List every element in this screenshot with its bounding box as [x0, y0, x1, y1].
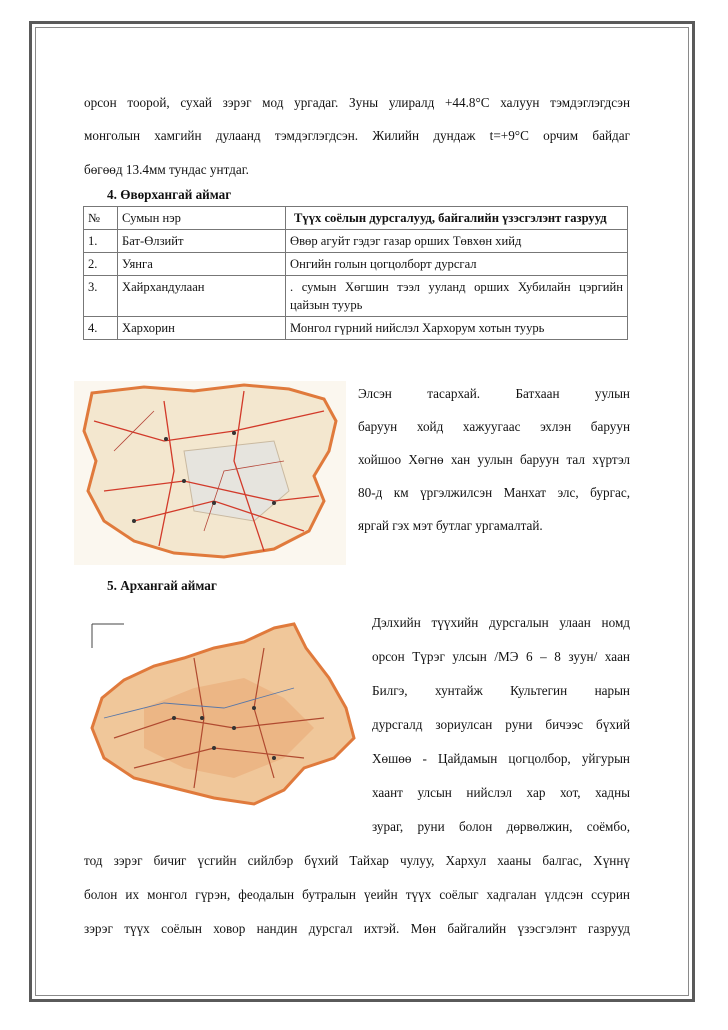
table-cell-number: 3.: [84, 276, 118, 317]
section4-text-line-2: баруун хойд хажуугаас эхлэн баруун: [358, 419, 630, 434]
section5-text-line-3: Билгэ, хунтайж Культегин нарын: [372, 683, 630, 698]
section4-text-line-5: яргай гэх мэт бутлаг ургамалтай.: [358, 518, 543, 533]
section5-text-line-5: Хөшөө - Цайдамын цогцолбор, уйгурын: [372, 751, 630, 766]
arkhangai-map-image: [84, 618, 360, 810]
table-header-number: №: [84, 207, 118, 230]
table-cell-number: 1.: [84, 230, 118, 253]
section5-text-line-6: хаант улсын нийслэл хар хот, хадны: [372, 785, 630, 800]
closing-line-3: зэрэг түүх соёлын ховор нандин дурсгал ихтэй. Мөн байгалийн үзэсгэлэнт газрууд: [84, 921, 630, 936]
intro-line-3: бөгөөд 13.4мм тундас унтдаг.: [84, 162, 249, 177]
table-cell-soum: Хархорин: [118, 317, 286, 340]
table-cell-site: Өвөр агуйт гэдэг газар орших Төвхөн хийд: [286, 230, 628, 253]
table-cell-soum: Уянга: [118, 253, 286, 276]
table-cell-soum: Бат-Өлзийт: [118, 230, 286, 253]
section4-text-line-4: 80-д км үргэлжилсэн Манхат элс, бургас,: [358, 485, 630, 500]
table-row: [84, 230, 628, 253]
table-header-row: [84, 207, 628, 230]
section4-text-line-3: хойшоо Хөгнө хан уулын баруун тал хүртэл: [358, 452, 630, 467]
intro-line-1: орсон тоорой, сухай зэрэг мод ургадаг. Зуны улиралд +44.8°С халуун тэмдэглэгдсэн: [84, 95, 630, 110]
section5-text-line-2: орсон Түрэг улсын /МЭ 6 – 8 зуун/ хаан: [372, 649, 630, 664]
table-cell-soum: Хайрхандулаан: [118, 276, 286, 317]
table-row: [84, 253, 628, 276]
section4-text-line-1: Элсэн тасархай. Батхаан уулын: [358, 386, 630, 401]
section5-text-line-1: Дэлхийн түүхийн дурсгалын улаан номд: [372, 615, 630, 630]
closing-line-2: болон их монгол гүрэн, феодалын бутралын үеийн түүх соёлыг хадгалан үлдсэн ссурин: [84, 887, 630, 902]
section5-text-line-4: дурсгалд зориулсан руни бичээс бүхий: [372, 717, 630, 732]
table-cell-site: . сумын Хөгшин тээл ууланд орших Хубилайн цэргийн цайзын туурь: [286, 276, 628, 317]
table-header-soum: Сумын нэр: [118, 207, 286, 230]
ovorkhangai-map-image: [74, 381, 346, 565]
table-cell-site: Монгол гүрний нийслэл Хархорум хотын туурь: [286, 317, 628, 340]
section-heading-ovorkhangai: 4. Өвөрхангай аймаг: [107, 187, 232, 202]
table-cell-number: 2.: [84, 253, 118, 276]
sites-table: [83, 206, 628, 340]
section5-text-line-7: зураг, руни болон дөрвөлжин, соёмбо,: [372, 819, 630, 834]
table-row: [84, 276, 628, 317]
table-row: [84, 317, 628, 340]
table-header-sites: Түүх соёлын дурсгалууд, байгалийн үзэсгэлэнт газрууд: [286, 207, 628, 230]
intro-line-2: монголын хамгийн дулаанд тэмдэглэгдсэн. Жилийн дундаж t=+9°С орчим байдаг: [84, 128, 630, 143]
closing-line-1: тод зэрэг бичиг үсгийн сийлбэр бүхий Тайхар чулуу, Хархул хааны балгас, Хүннү: [84, 853, 630, 868]
table-cell-number: 4.: [84, 317, 118, 340]
table-cell-site: Онгийн голын цогцолборт дурсгал: [286, 253, 628, 276]
section-heading-arkhangai: 5. Архангай аймаг: [107, 578, 217, 593]
